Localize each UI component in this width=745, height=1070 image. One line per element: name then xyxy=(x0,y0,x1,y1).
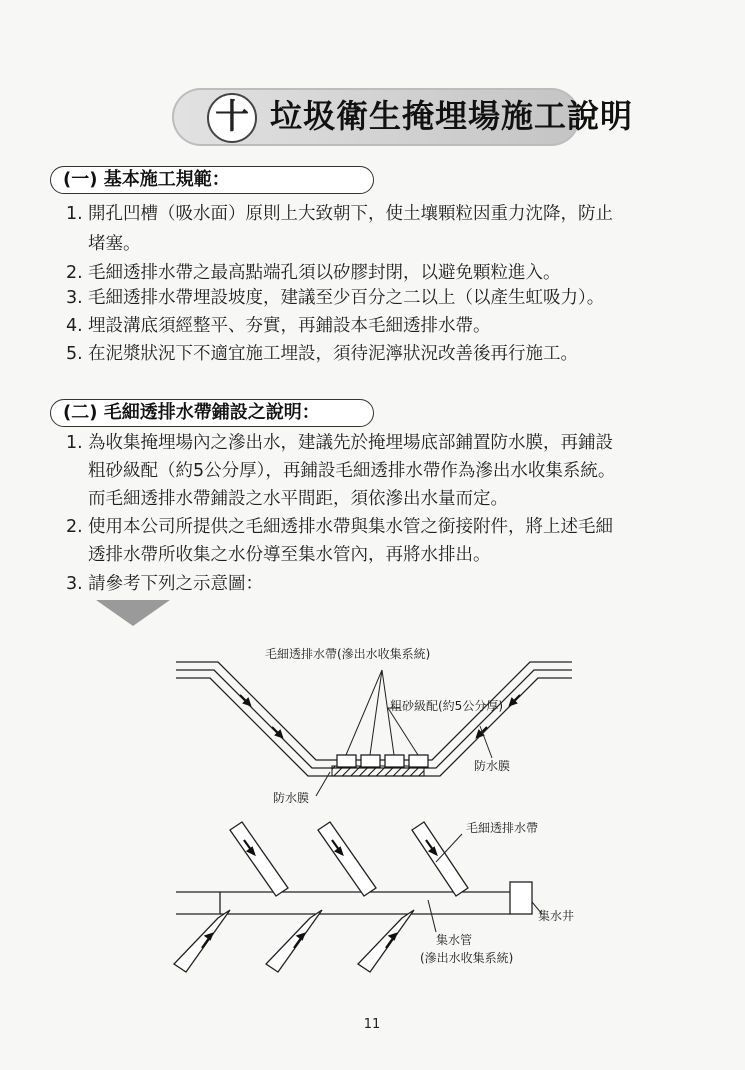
drainage-band-lower xyxy=(174,910,230,972)
pipe-left-cap xyxy=(176,892,220,914)
s2-item-1-cont-2: 而毛細透排水帶鋪設之水平間距，須依滲出水量而定。 xyxy=(88,489,508,509)
section-1-heading: (一) 基本施工規範： xyxy=(63,169,230,190)
s2-item-1-num: 1. xyxy=(66,433,83,453)
drainage-band-upper xyxy=(318,822,376,896)
sump-box xyxy=(510,882,532,914)
s2-item-3-text: 請參考下列之示意圖： xyxy=(88,574,263,594)
drainage-band-upper xyxy=(230,822,288,896)
s1-item-5-text: 在泥漿狀況下不適宜施工埋設，須待泥濘狀況改善後再行施工。 xyxy=(88,344,578,364)
label-membrane-right: 防水膜 xyxy=(474,759,511,773)
s2-item-3 xyxy=(66,569,263,599)
s2-item-1-text: 為收集掩埋場內之滲出水，建議先於掩埋場底部鋪置防水膜，再鋪設 xyxy=(88,433,613,453)
label-drain-band: 毛細透排水帶 xyxy=(466,821,539,835)
s1-item-1-num: 1. xyxy=(66,204,83,224)
label-drain-band-system: 毛細透排水帶(滲出水收集系統) xyxy=(265,647,431,661)
s2-item-2-text: 使用本公司所提供之毛細透排水帶與集水管之銜接附件，將上述毛細 xyxy=(88,517,613,537)
trench-outer-line xyxy=(176,662,572,760)
trench-leader-lines xyxy=(316,670,492,796)
s2-item-1-cont-1: 粗砂級配（約5公分厚），再鋪設毛細透排水帶作為滲出水收集系統。 xyxy=(88,461,616,481)
page-title: 垃圾衛生掩埋場施工說明 xyxy=(270,97,634,135)
s1-item-2-text: 毛細透排水帶之最高點端孔須以矽膠封閉，以避免顆粒進入。 xyxy=(88,263,561,283)
s2-item-3-num: 3. xyxy=(66,574,83,594)
drainage-band-box xyxy=(361,755,380,767)
drainage-band-box xyxy=(409,755,428,767)
collector-pipe xyxy=(176,892,510,914)
s2-item-1 xyxy=(66,428,613,458)
trench-membrane-line xyxy=(176,670,572,768)
s2-item-2-num: 2. xyxy=(66,517,83,537)
drainage-bands-upper xyxy=(230,822,468,896)
landfill-drainage-diagram xyxy=(0,600,745,1000)
s2-item-2-cont-1: 透排水帶所收集之水份導至集水管內，再將水排出。 xyxy=(88,545,491,565)
pointer-triangle-icon xyxy=(96,600,170,626)
s1-item-1-cont: 堵塞。 xyxy=(88,234,141,254)
s1-item-5 xyxy=(66,339,578,369)
label-gravel: 粗砂級配(約5公分厚) xyxy=(390,699,503,713)
s1-item-3-num: 3. xyxy=(66,288,83,308)
s1-item-1-text: 開孔凹槽（吸水面）原則上大致朝下，使土壤顆粒因重力沈降，防止 xyxy=(88,204,613,224)
section-1-heading-box xyxy=(50,166,374,194)
section-number-badge: 十 xyxy=(207,93,257,143)
drainage-band-upper xyxy=(412,822,468,896)
s1-item-3 xyxy=(66,283,604,313)
s2-item-2 xyxy=(66,512,613,542)
drainage-band-box xyxy=(337,755,356,767)
s1-item-4-num: 4. xyxy=(66,316,83,336)
section-2-heading: (二) 毛細透排水帶鋪設之說明： xyxy=(63,402,320,423)
label-pipe-sub: (滲出水收集系統) xyxy=(420,951,514,965)
section-2-heading-box xyxy=(50,399,374,427)
drainage-band-lower xyxy=(358,910,414,972)
label-sump: 集水井 xyxy=(538,909,575,923)
band-flow-arrows xyxy=(202,840,436,948)
s1-item-4-text: 埋設溝底須經整平、夯實，再鋪設本毛細透排水帶。 xyxy=(88,316,491,336)
s1-item-4 xyxy=(66,311,491,341)
drainage-band-box xyxy=(385,755,404,767)
s1-item-5-num: 5. xyxy=(66,344,83,364)
s1-item-1 xyxy=(66,199,613,229)
s1-item-3-text: 毛細透排水帶埋設坡度，建議至少百分之二以上（以產生虹吸力）。 xyxy=(88,288,605,308)
drainage-band-boxes xyxy=(337,755,428,767)
drainage-bands-lower xyxy=(174,910,414,972)
drainage-band-lower xyxy=(266,910,322,972)
label-membrane-left: 防水膜 xyxy=(273,791,310,805)
page-number: 11 xyxy=(363,1017,381,1032)
s1-item-2-num: 2. xyxy=(66,263,83,283)
label-pipe: 集水管 xyxy=(436,933,473,947)
